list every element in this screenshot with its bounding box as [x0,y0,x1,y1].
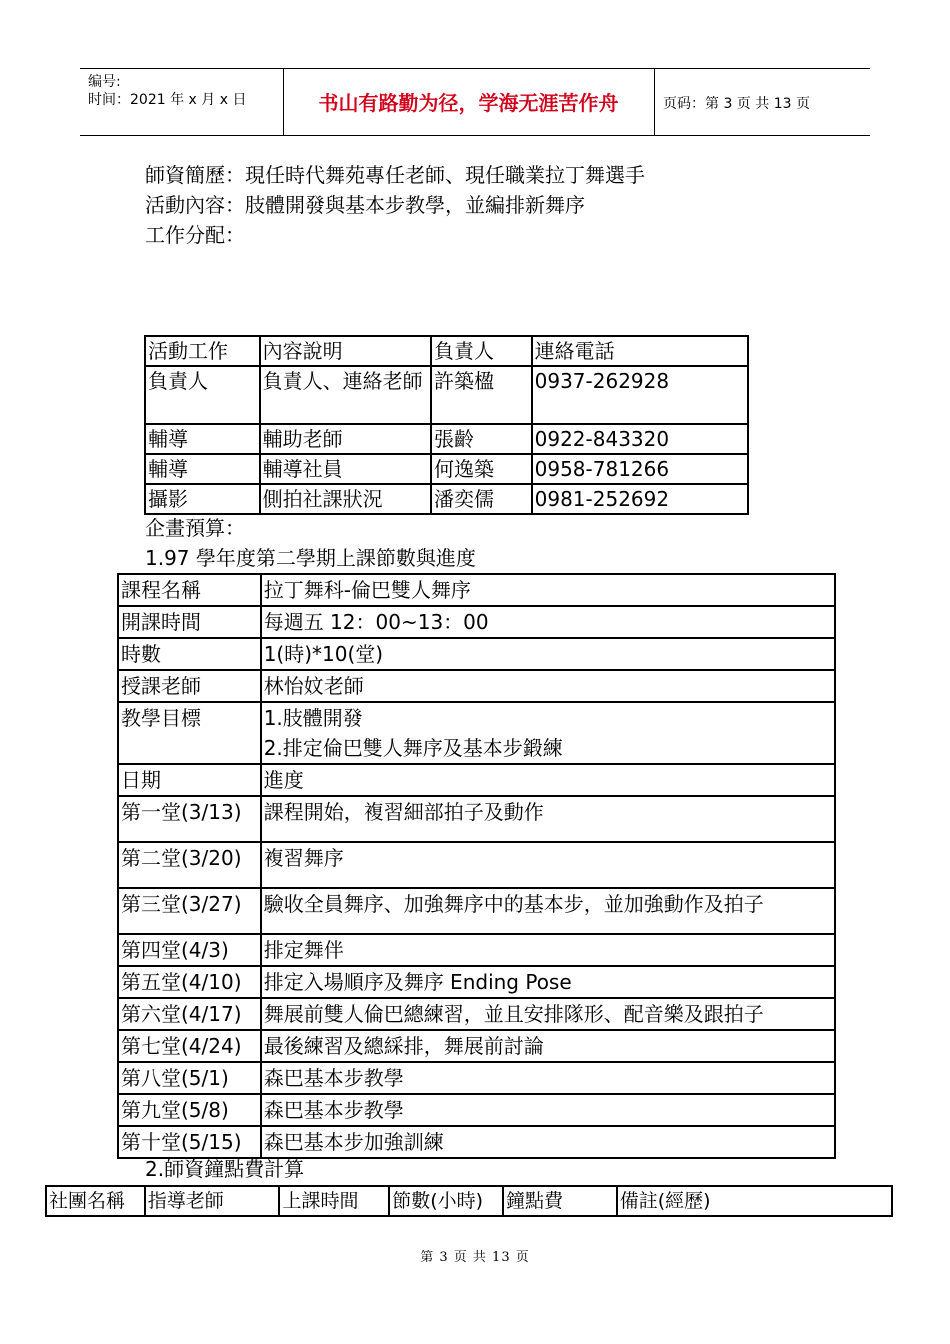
table-row [118,638,835,670]
teaching-goal-line: 2.排定倫巴雙人舞序及基本步鍛練 [263,736,563,760]
header-top-rule [80,68,870,69]
table-row [145,366,748,424]
schedule-progress: 最後練習及總綵排，舞展前討論 [261,1030,835,1062]
table-header-cell: 進度 [261,764,835,796]
course-info-label: 時數 [118,638,261,670]
table-cell: 攝影 [145,484,260,514]
table-cell: 潘奕儒 [431,484,532,514]
table-row [46,1186,892,1216]
schedule-progress: 驗收全員舞序、加強舞序中的基本步，並加強動作及拍子 [261,888,835,934]
schedule-date: 第一堂(3/13) [118,796,261,842]
schedule-date: 第四堂(4/3) [118,934,261,966]
table-cell: 0937-262928 [532,366,748,424]
table-header-cell: 內容說明 [260,336,431,366]
table-cell: 輔助老師 [260,424,431,454]
table-header-cell: 社團名稱 [46,1186,145,1216]
table-header-cell: 指導老師 [145,1186,280,1216]
page-footer: 第 3 页 共 13 页 [420,1250,530,1265]
activity-content-line: 活動內容：肢體開發與基本步教學，並編排新舞序 [145,193,585,217]
table-cell: 0958-781266 [532,454,748,484]
doc-number-label: 编号: [88,74,121,90]
course-info-label: 課程名稱 [118,574,261,606]
table-header-cell: 鐘點費 [503,1186,617,1216]
header-motto: 书山有路勤为径，学海无涯苦作舟 [318,91,619,115]
header-bottom-rule [80,135,870,136]
schedule-progress: 森巴基本步教學 [261,1062,835,1094]
teaching-goal-cell [261,702,835,764]
table-row [118,764,835,796]
schedule-date: 第七堂(4/24) [118,1030,261,1062]
table-row [118,1094,835,1126]
table-row [145,424,748,454]
table-cell: 輔導 [145,424,260,454]
course-info-value: 林怡妏老師 [261,670,835,702]
table-row [118,574,835,606]
table-row [145,336,748,366]
schedule-progress: 排定入場順序及舞序 Ending Pose [261,966,835,998]
table-cell: 0981-252692 [532,484,748,514]
course-table [117,573,836,1159]
table-row [118,1062,835,1094]
header-divider-2 [654,68,655,135]
table-row [118,606,835,638]
schedule-progress: 複習舞序 [261,842,835,888]
table-header-cell: 連絡電話 [532,336,748,366]
schedule-date: 第九堂(5/8) [118,1094,261,1126]
table-cell: 0922-843320 [532,424,748,454]
table-cell: 負責人 [145,366,260,424]
schedule-date: 第二堂(3/20) [118,842,261,888]
fee-table [45,1185,893,1217]
table-header-cell: 上課時間 [279,1186,389,1216]
table-row [118,702,835,764]
header-page-info: 页码：第 3 页 共 13 页 [663,96,810,112]
table-cell: 負責人、連絡老師 [260,366,431,424]
course-info-label: 授課老師 [118,670,261,702]
teaching-goal-line: 1.肢體開發 [263,706,363,730]
schedule-date: 第六堂(4/17) [118,998,261,1030]
table-cell: 張齡 [431,424,532,454]
schedule-progress: 森巴基本步教學 [261,1094,835,1126]
staff-table [144,335,749,515]
work-assignment-label: 工作分配： [145,223,245,247]
table-row [118,1030,835,1062]
course-info-value: 拉丁舞科-倫巴雙人舞序 [261,574,835,606]
table-cell: 側拍社課狀況 [260,484,431,514]
table-header-cell: 日期 [118,764,261,796]
table-header-cell: 活動工作 [145,336,260,366]
table-header-cell: 負責人 [431,336,532,366]
table-row [145,484,748,514]
table-row [118,888,835,934]
table-header-cell: 節數(小時) [389,1186,503,1216]
schedule-date: 第三堂(3/27) [118,888,261,934]
schedule-date: 第八堂(5/1) [118,1062,261,1094]
section-2-title: 2.師資鐘點費計算 [145,1157,305,1181]
doc-time-label: 时间：2021 年 x 月 x 日 [88,92,247,108]
table-header-cell: 備註(經歷) [617,1186,892,1216]
course-info-value: 1(時)*10(堂) [261,638,835,670]
schedule-progress: 課程開始，複習細部拍子及動作 [261,796,835,842]
course-info-label: 教學目標 [118,702,261,764]
section-1-title: 1.97 學年度第二學期上課節數與進度 [145,546,476,570]
schedule-date: 第五堂(4/10) [118,966,261,998]
course-info-value: 每週五 12：00~13：00 [261,606,835,638]
table-cell: 輔導 [145,454,260,484]
teacher-resume-line: 師資簡歷：現任時代舞苑專任老師、現任職業拉丁舞選手 [145,163,645,187]
table-row [118,670,835,702]
table-row [118,998,835,1030]
course-info-label: 開課時間 [118,606,261,638]
table-row [118,842,835,888]
table-cell: 何逸築 [431,454,532,484]
budget-title: 企畫預算： [145,516,245,540]
schedule-progress: 森巴基本步加強訓練 [261,1126,835,1158]
schedule-progress: 舞展前雙人倫巴總練習，並且安排隊形、配音樂及跟拍子 [261,998,835,1030]
table-cell: 輔導社員 [260,454,431,484]
table-row [118,934,835,966]
table-row [118,796,835,842]
table-cell: 許築楹 [431,366,532,424]
schedule-progress: 排定舞伴 [261,934,835,966]
schedule-date: 第十堂(5/15) [118,1126,261,1158]
table-row [145,454,748,484]
table-row [118,966,835,998]
